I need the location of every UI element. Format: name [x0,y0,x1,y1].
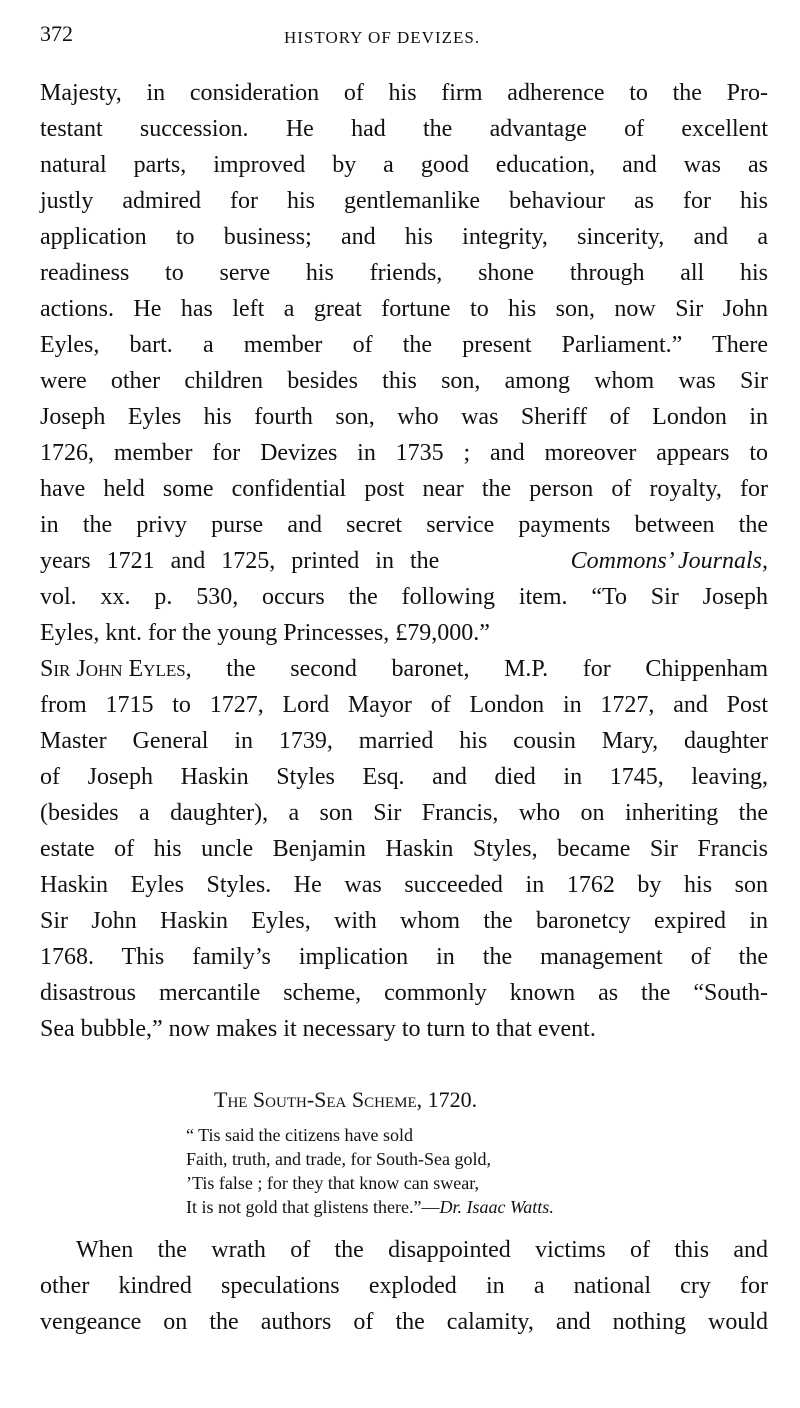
text-line: estate of his uncle Benjamin Haskin Styles, became Sir Francis [40,836,768,862]
name-small-caps: Sir John Eyles, [40,656,192,682]
text-line: readiness to serve his friends, shone through all his [40,260,768,286]
verse-line: ’Tis false ; for they that know can swear, [186,1173,480,1193]
text-segment: It is not gold that glistens there.”— [186,1197,440,1217]
text-line: Majesty, in consideration of his firm adherence to the Pro- [40,80,768,106]
verse-line: Faith, truth, and trade, for South-Sea gold, [186,1149,491,1169]
text-line: other kindred speculations exploded in a national cry for [40,1273,768,1299]
text-line: in the privy purse and secret service payments between the [40,512,768,538]
text-line: application to business; and his integrity, sincerity, and a [40,224,768,250]
text-line: Joseph Eyles his fourth son, who was Sheriff of London in [40,404,768,430]
text-line: Eyles, knt. for the young Princesses, £79,000.” [40,620,490,646]
text-line: justly admired for his gentlemanlike behaviour as for his [40,188,768,214]
text-line: 1768. This family’s implication in the management of the [40,944,768,970]
text-segment: years 1721 and 1725, printed in the [40,548,440,574]
verse-line [186,1196,554,1218]
verse-line: “ Tis said the citizens have sold [186,1125,413,1145]
section-heading: The South-Sea Scheme, 1720. [214,1087,478,1112]
page-number: 372 [40,21,73,46]
running-title: HISTORY OF DEVIZES. [284,28,481,47]
text-line: disastrous mercantile scheme, commonly known as the “South- [40,980,768,1006]
text-segment: the second baronet, M.P. for Chippenham [191,656,768,682]
text-line: from 1715 to 1727, Lord Mayor of London in 1727, and Post [40,692,768,718]
text-line: Haskin Eyles Styles. He was succeeded in 1762 by his son [40,872,768,898]
text-line: vol. xx. p. 530, occurs the following item. “To Sir Joseph [40,584,768,610]
text-line: have held some confidential post near the person of royalty, for [40,476,768,502]
text-line: testant succession. He had the advantage of excellent [40,116,768,142]
text-line: actions. He has left a great fortune to his son, now Sir John [40,296,768,322]
text-line [40,547,768,575]
italic-title: Commons’ Journals, [570,548,768,574]
text-line: Sea bubble,” now makes it necessary to turn to that event. [40,1016,596,1042]
text-line: Eyles, bart. a member of the present Parliament.” There [40,332,768,358]
text-line: 1726, member for Devizes in 1735 ; and moreover appears to [40,440,768,466]
attribution: Dr. Isaac Watts. [439,1197,554,1217]
text-line: of Joseph Haskin Styles Esq. and died in 1745, leaving, [40,764,768,790]
text-line: (besides a daughter), a son Sir Francis, who on inheriting the [40,800,768,826]
text-line: When the wrath of the disappointed victims of this and [76,1237,768,1263]
text-line: Sir John Haskin Eyles, with whom the baronetcy expired in [40,908,768,934]
text-line: vengeance on the authors of the calamity, and nothing would [40,1309,768,1335]
text-line: Master General in 1739, married his cousin Mary, daughter [40,728,768,754]
text-line: were other children besides this son, among whom was Sir [40,368,768,394]
text-line: natural parts, improved by a good education, and was as [40,152,768,178]
text-line [40,655,768,683]
